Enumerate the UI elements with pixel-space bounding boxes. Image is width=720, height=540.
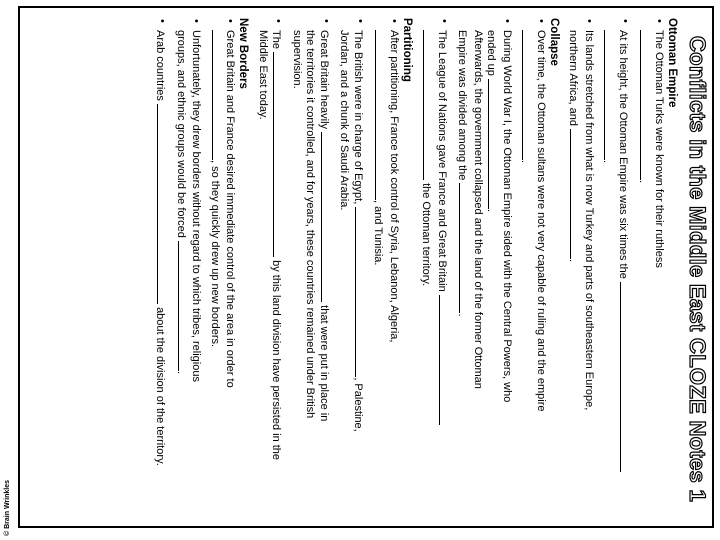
list-item: • Over time, the Ottoman sultans were not very capable of ruling and the empire .	[518, 28, 547, 520]
bullet-text: Arab countries	[154, 30, 167, 101]
ottoman-list	[566, 18, 665, 520]
list-item	[371, 28, 400, 520]
list-item	[337, 28, 366, 520]
bullet-text: The British were in charge of Egypt,	[352, 30, 364, 205]
list-item: • Unfortunately, they drew borders without regard to which tribes, religious groups, and ethnic groups would be forced .	[174, 28, 203, 520]
bullet-text: ended up	[485, 30, 498, 76]
list-item	[153, 28, 169, 520]
list-item	[256, 28, 285, 520]
blank-line[interactable]	[321, 132, 332, 302]
list-item	[208, 28, 237, 520]
copyright-credit: © Brain Wrinkles	[4, 480, 11, 536]
bullet-text: supervision.	[291, 30, 303, 89]
worksheet-content	[20, 8, 714, 528]
list-item: • Its lands stretched from what is now Turkey and parts of southeastern Europe, northern Africa, and .	[566, 28, 595, 520]
blank-line[interactable]	[355, 207, 366, 377]
bullet-text: by this land division have persisted in the	[270, 260, 283, 461]
bullet-text: about the division of the territory.	[154, 307, 167, 466]
collapse-list	[419, 18, 547, 520]
blank-line[interactable]	[158, 104, 169, 304]
bullet-text: Great Britain heavily	[318, 30, 330, 130]
heading-partitioning: Partitioning	[401, 18, 413, 82]
list-item	[290, 28, 333, 520]
bullet-text: Great Britain and France desired immediate control of the area in order to	[224, 30, 237, 388]
bullet-text: Unfortunately, they drew borders without regard to which tribes, religious	[190, 30, 203, 382]
bullet-text: At its height, the Ottoman Empire was six times the	[617, 30, 629, 279]
heading-collapse: Collapse	[548, 18, 560, 66]
blank-line[interactable]	[376, 30, 387, 200]
blank-line[interactable]	[424, 30, 435, 180]
bullet-text: The	[270, 30, 283, 49]
blank-line[interactable]	[489, 79, 500, 209]
bullet-text: , and Tunisia.	[372, 200, 385, 266]
heading-new-borders: New Borders	[237, 18, 250, 89]
bullet-text: Middle East today.	[257, 30, 269, 120]
list-item: • The Ottoman Turks were known for their ruthless .	[636, 28, 665, 520]
bullet-text: , Palestine,	[352, 377, 364, 432]
bullet-text: Jordan, and a chunk of Saudi Arabia.	[338, 30, 351, 211]
blank-line[interactable]	[212, 30, 223, 160]
list-item: • During World War I, the Ottoman Empire sided with the Central Powers, who ended up . Afterwards, the government collapsed and the land of the former Ottoman Empire was divided among the .	[455, 28, 513, 520]
bullet-text: , so they quickly drew up new borders.	[209, 160, 221, 348]
bullet-text: groups, and ethnic groups would be forced	[175, 30, 187, 238]
borders-list	[153, 18, 237, 520]
blank-line[interactable]	[605, 30, 616, 160]
list-item: • At its height, the Ottoman Empire was six times the .	[600, 28, 631, 520]
blank-line[interactable]	[620, 282, 631, 472]
partitioning-list	[256, 18, 401, 520]
blank-line[interactable]	[439, 295, 450, 425]
blank-line[interactable]	[523, 30, 534, 160]
blank-line[interactable]	[641, 30, 652, 180]
bullet-text: Empire was divided among the	[456, 30, 469, 181]
bullet-text: Its lands stretched from what is now Turkey and parts of southeastern Europe,	[583, 30, 595, 411]
bullet-text: Over time, the Ottoman sultans were not very capable of ruling and the empire	[535, 30, 547, 412]
list-item	[419, 28, 450, 520]
bullet-text: the territories it controlled, and for years, these countries remained under British	[304, 30, 317, 419]
bullet-text: Afterwards, the government collapsed and the land of the former Ottoman	[472, 30, 484, 389]
blank-line[interactable]	[571, 129, 582, 259]
bullet-text: The Ottoman Turks were known for their ruthless	[653, 30, 665, 268]
blank-line[interactable]	[460, 183, 471, 313]
bullet-text: The League of Nations gave France and Great Britain	[436, 30, 448, 292]
blank-line[interactable]	[274, 52, 285, 257]
bullet-text: the Ottoman territory.	[420, 183, 433, 287]
bullet-text: northern Africa, and	[567, 30, 580, 127]
page-title: Conflicts in the Middle East CLOZE Notes 1	[685, 35, 710, 503]
bullet-text: During World War I, the Ottoman Empire sided with the Central Powers, who	[501, 30, 513, 403]
bullet-text: that were put in place in	[318, 305, 330, 422]
bullet-text: After partitioning, France took control of Syria, Lebanon, Algeria,	[388, 30, 400, 343]
blank-line[interactable]	[178, 241, 189, 371]
worksheet-frame	[18, 6, 714, 528]
heading-ottoman-empire: Ottoman Empire	[666, 18, 678, 108]
